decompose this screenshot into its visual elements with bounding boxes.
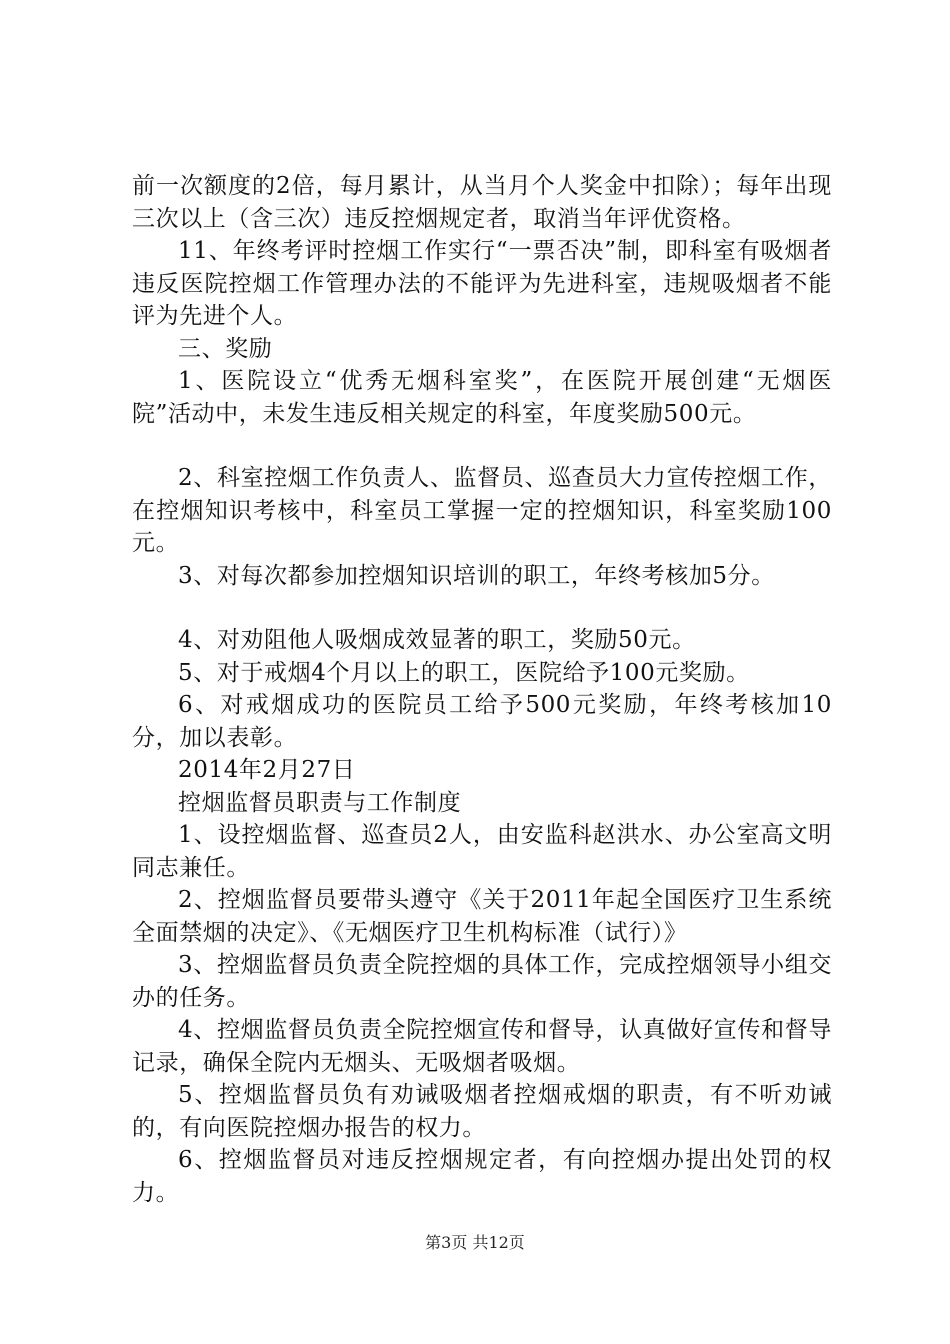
paragraph: 5、对于戒烟4个月以上的职工，医院给予100元奖励。 — [178, 659, 750, 686]
paragraph: 前一次额度的2倍，每月累计，从当月个人奖金中扣除）；每年出现三次以上（含三次）违反控烟规定者，取消当年评优资格。 — [132, 173, 832, 232]
paragraph: 4、控烟监督员负责全院控烟宣传和督导，认真做好宣传和督导记录，确保全院内无烟头、无吸烟者吸烟。 — [132, 1017, 832, 1076]
paragraph: 3、控烟监督员负责全院控烟的具体工作，完成控烟领导小组交办的任务。 — [132, 952, 832, 1011]
paragraph-spacer — [132, 592, 832, 624]
paragraph-spacer — [132, 430, 832, 462]
section-heading: 控烟监督员职责与工作制度 — [178, 789, 462, 816]
paragraph: 4、对劝阻他人吸烟成效显著的职工，奖励50元。 — [178, 627, 696, 653]
section-heading: 三、奖励 — [178, 335, 273, 362]
paragraph: 1、设控烟监督、巡查员2人，由安监科赵洪水、办公室高文明同志兼任。 — [132, 822, 832, 881]
paragraph: 6、对戒烟成功的医院员工给予500元奖励，年终考核加10分，加以表彰。 — [132, 692, 832, 751]
paragraph: 2、控烟监督员要带头遵守《关于2011年起全国医疗卫生系统全面禁烟的决定》、《无烟医疗卫生机构标准（试行）》 — [132, 887, 832, 946]
paragraph: 6、控烟监督员对违反控烟规定者，有向控烟办提出处罚的权力。 — [132, 1147, 832, 1206]
page-number-footer: 第3页 共12页 — [425, 1233, 525, 1252]
paragraph: 1、医院设立“优秀无烟科室奖”，在医院开展创建“无烟医院”活动中，未发生违反相关规定的科室，年度奖励500元。 — [132, 368, 832, 427]
document-body — [132, 170, 832, 1209]
paragraph: 5、控烟监督员负有劝诫吸烟者控烟戒烟的职责，有不听劝诫的，有向医院控烟办报告的权力。 — [132, 1082, 832, 1141]
paragraph: 11、年终考评时控烟工作实行“一票否决”制，即科室有吸烟者违反医院控烟工作管理办法的不能评为先进科室，违规吸烟者不能评为先进个人。 — [132, 238, 832, 329]
paragraph: 2、科室控烟工作负责人、监督员、巡查员大力宣传控烟工作，在控烟知识考核中，科室员工掌握一定的控烟知识，科室奖励100元。 — [132, 465, 832, 556]
paragraph: 3、对每次都参加控烟知识培训的职工，年终考核加5分。 — [178, 562, 775, 589]
date-line: 2014年2月27日 — [178, 757, 356, 783]
